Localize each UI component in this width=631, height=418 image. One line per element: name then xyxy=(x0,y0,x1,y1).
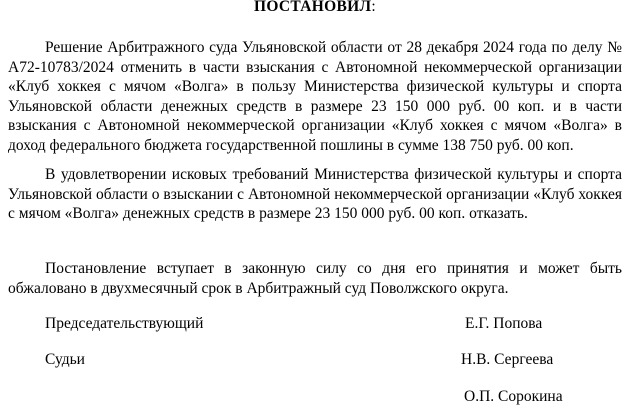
signature-name: О.П. Сорокина xyxy=(464,388,563,405)
paragraph-effect: Постановление вступает в законную силу со дня его принятия и может быть обжаловано в двухмесячный срок в Арбитражный суд Поволжского округа. xyxy=(8,260,622,297)
resolution-heading xyxy=(8,0,622,17)
heading-title: ПОСТАНОВИЛ xyxy=(254,0,372,15)
heading-colon: : xyxy=(371,0,376,15)
signature-name: Е.Г. Попова xyxy=(465,315,543,332)
signature-role: Председательствующий xyxy=(45,315,204,332)
signature-role: Судьи xyxy=(45,351,85,368)
signature-row-presiding xyxy=(8,314,622,334)
signature-name: Н.В. Сергеева xyxy=(461,351,554,368)
paragraph-ruling: Решение Арбитражного суда Ульяновской области от 28 декабря 2024 года по делу № А72-10783/2024 отменить в части взыскания с Автономной некоммерческой организации «Клуб хоккея с мячом «Волга» в пользу Министерства физической культуры и спорта Ульяновской области денежных средств в размере 23 150 000 руб. 00 коп. и в части взыскания с Автономной некоммерческой организации «Клуб хоккея с мячом «Волга» в доход федерального бюджета государственной пошлины в сумме 138 750 руб. 00 коп. xyxy=(8,39,622,154)
paragraph-dismissal: В удовлетворении исковых требований Министерства физической культуры и спорта Ульяновской области о взыскании с Автономной некоммерческой организации «Клуб хоккея с мячом «Волга» денежных средств в размере 23 150 000 руб. 00 коп. отказать. xyxy=(8,166,622,222)
signature-row-judge-1 xyxy=(8,350,622,370)
signature-row-judge-2 xyxy=(8,387,622,407)
